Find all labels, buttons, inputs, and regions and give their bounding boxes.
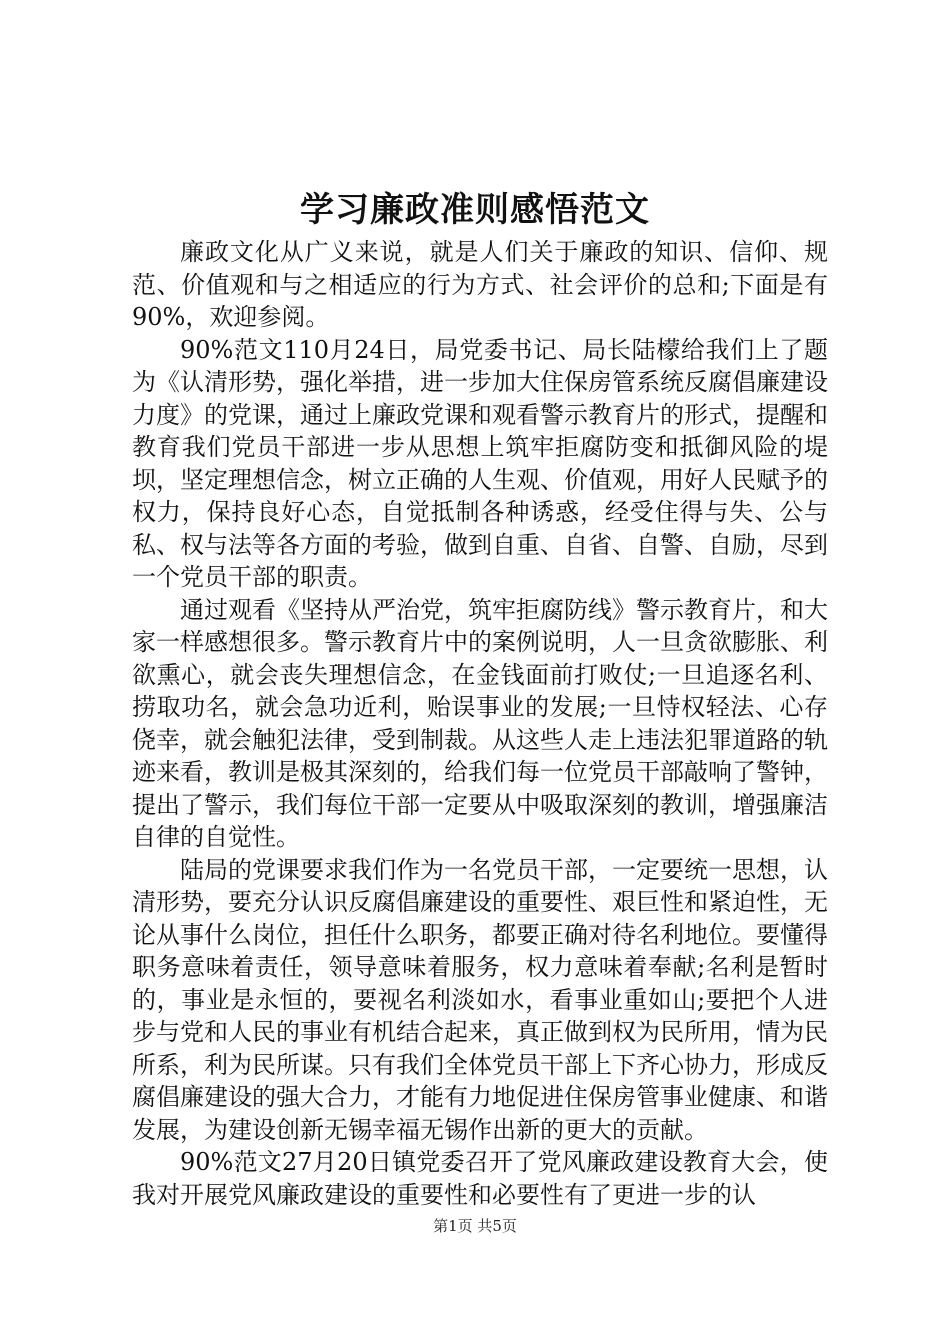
document-title: 学习廉政准则感悟范文 xyxy=(300,190,650,230)
paragraph-5: 90%范文27月20日镇党委召开了党风廉政建设教育大会，使我对开展党风廉政建设的重要性和必要性有了更进一步的认 xyxy=(132,1148,828,1209)
paragraph-3: 通过观看《坚持从严治党，筑牢拒腐防线》警示教育片，和大家一样感想很多。警示教育片中的案例说明，人一旦贪欲膨胀、利欲熏心，就会丧失理想信念，在金钱面前打败仗;一旦追逐名利、捞取功名，就会急功近利，贻误事业的发展;一旦恃权轻法、心存侥幸，就会触犯法律，受到制裁。从这些人走上违法犯罪道路的轨迹来看，教训是极其深刻的，给我们每一位党员干部敲响了警钟，提出了警示，我们每位干部一定要从中吸取深刻的教训，增强廉洁自律的自觉性。 xyxy=(132,595,828,851)
page-number-footer: 第1页 共5页 xyxy=(433,1217,517,1235)
paragraph-1: 廉政文化从广义来说，就是人们关于廉政的知识、信仰、规范、价值观和与之相适应的行为方式、社会评价的总和;下面是有90%，欢迎参阅。 xyxy=(132,238,828,331)
document-body xyxy=(132,236,828,1211)
paragraph-2: 90%范文110月24日，局党委书记、局长陆檬给我们上了题为《认清形势，强化举措，进一步加大住保房管系统反腐倡廉建设力度》的党课，通过上廉政党课和观看警示教育片的形式，提醒和教育我们党员干部进一步从思想上筑牢拒腐防变和抵御风险的堤坝，坚定理想信念，树立正确的人生观、价值观，用好人民赋予的权力，保持良好心态，自觉抵制各种诱惑，经受住得与失、公与私、权与法等各方面的考验，做到自重、自省、自警、自励，尽到一个党员干部的职责。 xyxy=(132,335,828,591)
paragraph-4: 陆局的党课要求我们作为一名党员干部，一定要统一思想，认清形势，要充分认识反腐倡廉建设的重要性、艰巨性和紧迫性，无论从事什么岗位，担任什么职务，都要正确对待名利地位。要懂得职务意味着责任，领导意味着服务，权力意味着奉献;名利是暂时的，事业是永恒的，要视名利淡如水，看事业重如山;要把个人进步与党和人民的事业有机结合起来，真正做到权为民所用，情为民所系，利为民所谋。只有我们全体党员干部上下齐心协力，形成反腐倡廉建设的强大合力，才能有力地促进住保房管事业健康、和谐发展，为建设创新无锡幸福无锡作出新的更大的贡献。 xyxy=(132,855,828,1144)
